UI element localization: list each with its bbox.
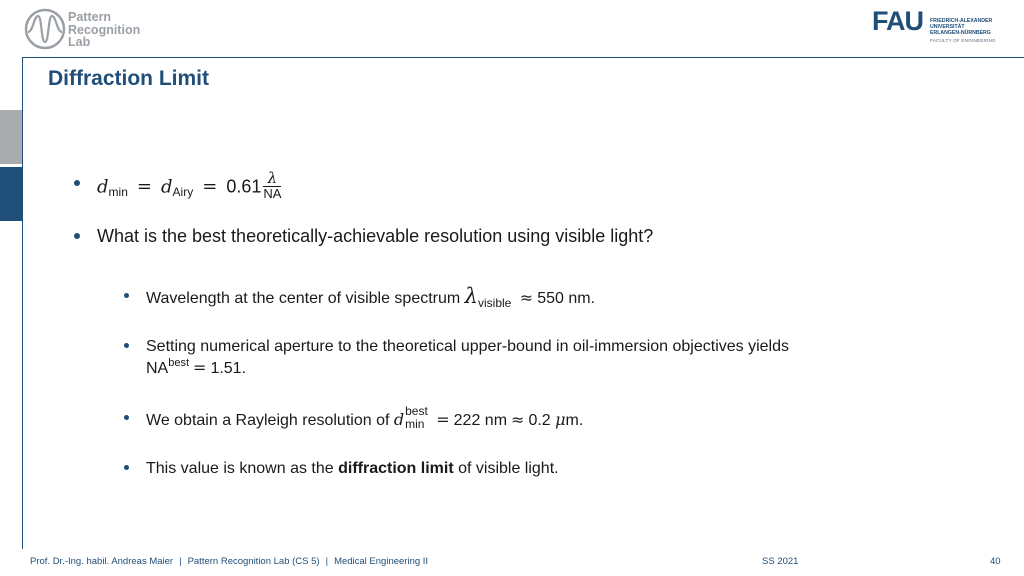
- diffraction-limit-term: diffraction limit: [338, 460, 454, 477]
- fau-logo: [872, 6, 1002, 45]
- side-marker-gray: [0, 110, 22, 164]
- slide-header: [0, 0, 1024, 58]
- bullet-dot: [74, 233, 80, 239]
- fau-university-name: FRIEDRICH-ALEXANDER UNIVERSITÄT ERLANGEN-NÜRNBERG: [930, 18, 993, 36]
- side-marker-blue: [0, 167, 22, 221]
- lab-logo-icon: [24, 8, 66, 50]
- slide-title: Diffraction Limit: [48, 67, 209, 90]
- bullet-dot: [124, 465, 129, 470]
- bullet-dot: [124, 343, 129, 348]
- lambda-over-na-fraction: $\frac{\lambda}{NA}$: [263, 169, 282, 201]
- slide-footer: Prof. Dr.-Ing. habil. Andreas Maier | Pattern Recognition Lab (CS 5) | Medical Engineering II SS 2021 40: [30, 556, 1001, 567]
- footer-lab: Pattern Recognition Lab (CS 5): [187, 556, 320, 567]
- footer-course: Medical Engineering II: [334, 556, 429, 567]
- footer-semester: SS 2021: [762, 556, 799, 567]
- pattern-recognition-lab-logo: [24, 8, 154, 52]
- bullet-dot: [124, 415, 129, 420]
- sup-sub-stack: best min: [405, 404, 428, 431]
- bullet-dot: [74, 180, 80, 186]
- fau-faculty: FACULTY OF ENGINEERING: [930, 38, 996, 43]
- footer-page-number: 40: [990, 556, 1001, 567]
- bullet-dot: [124, 293, 129, 298]
- footer-author: Prof. Dr.-Ing. habil. Andreas Maier: [30, 556, 174, 567]
- fau-letters: FAU: [872, 6, 923, 36]
- lab-logo-text: Pattern Recognition Lab: [68, 10, 141, 49]
